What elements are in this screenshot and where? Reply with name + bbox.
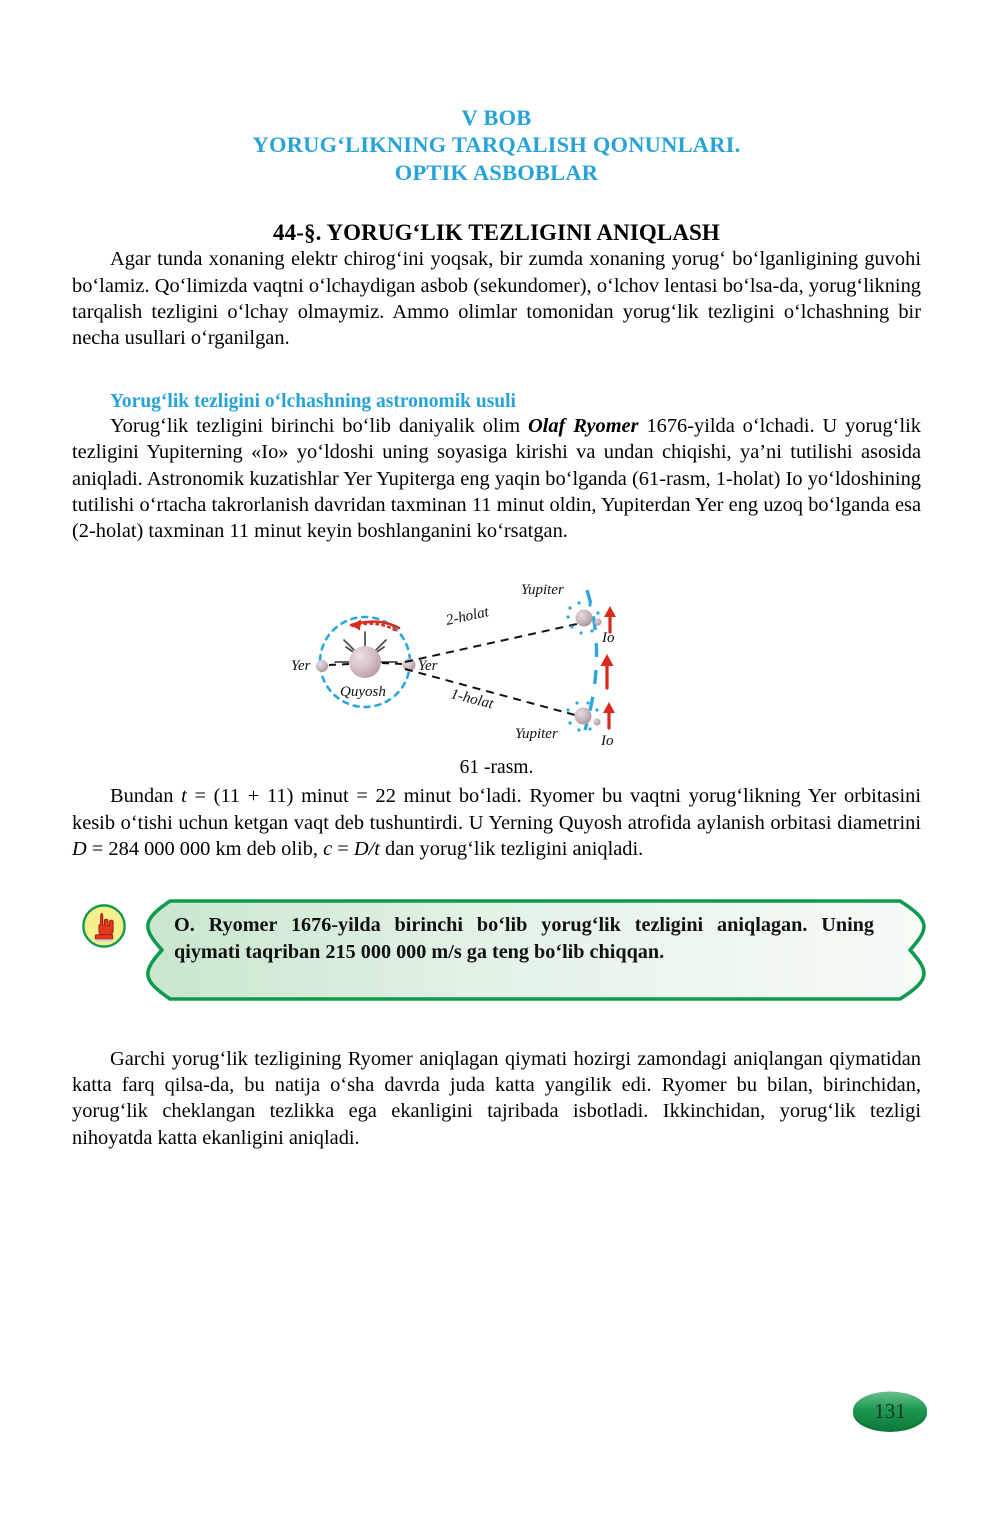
paragraph-after-figure — [72, 783, 921, 862]
after-figure-text-4: = — [332, 837, 354, 860]
io-top-body — [594, 619, 601, 626]
label-earth-left: Yer — [290, 658, 310, 675]
figure-61 — [72, 570, 921, 779]
after-figure-text-2: = (11 + 11) minut = 22 minut bo‘ladi. Ryomer bu vaqtni yorug‘likning Yer orbitasini kesib o‘tishi uchun ketgan vaqt deb tushuntirdi. U Yerning Quyosh atrofida aylanish orbitasi diametrini — [72, 785, 921, 834]
chapter-number: V BOB — [461, 105, 532, 130]
sun-body — [349, 646, 381, 678]
label-io-top: Io — [601, 630, 614, 647]
textbook-page — [0, 104, 993, 1522]
jupiter-bottom-body — [574, 708, 591, 725]
subheading-astronomic-method: Yorug‘lik tezligini o‘lchashning astronomik usuli — [110, 391, 516, 413]
jupiter-top-body — [575, 610, 592, 627]
variable-D: D — [72, 837, 87, 860]
callout-note — [82, 898, 921, 1006]
pointing-hand-icon — [82, 904, 126, 948]
io-top-arrow — [604, 606, 616, 632]
ray-line-position-2 — [405, 624, 577, 662]
roemer-diagram-svg — [287, 570, 707, 755]
after-figure-text-1: Bundan — [110, 785, 182, 808]
chapter-heading — [72, 104, 921, 186]
chapter-title-line-2: OPTIK ASBOBLAR — [394, 159, 599, 185]
page-number-badge — [851, 1390, 929, 1434]
label-position-2: 2-holat — [444, 604, 490, 630]
label-jupiter-bottom: Yupiter — [514, 726, 558, 743]
variable-c: c — [323, 837, 333, 860]
after-figure-text-5: dan yorug‘lik tezligini aniqladi. — [379, 837, 644, 860]
label-position-1: 1-holat — [448, 686, 495, 713]
label-earth-right: Yer — [417, 658, 437, 675]
paragraph-conclusion: Garchi yorug‘lik tezligining Ryomer aniqlagan qiymati hozirgi zamondagi aniqlangan qiymatidan katta farq qilsa-da, bu natija o‘sha davrda juda katta yangilik edi. Ryomer bu bilan, birinchidan, yorug‘lik cheklangan tezlikka ega ekanligini tajribada isbotladi. Ikkinchidan, yorug‘lik tezligi nihoyatda katta ekanligini aniqladi. — [72, 1047, 921, 1149]
io-bottom-body — [593, 719, 600, 726]
jupiter-motion-arrow — [600, 654, 613, 688]
scientist-name: Olaf Ryomer — [527, 415, 639, 438]
paragraph-intro: Agar tunda xonaning elektr chirog‘ini yoqsak, bir zumda xonaning yorug‘ bo‘lganligining guvohi bo‘lamiz. Qo‘limizda vaqtni o‘lchaydigan asbob (sekundomer), o‘lchov lentasi bo‘lsa-da, yorug‘likning tarqalish tezligini o‘lchay olmaymiz. Ammo olimlar tomonidan yorug‘lik tezligini o‘lchashning bir necha usullari o‘rganilgan. — [72, 248, 921, 349]
earth-left-body — [316, 660, 328, 672]
callout-text: O. Ryomer 1676-yilda birinchi bo‘lib yorug‘lik tezligini aniqlagan. Uning qiymati taqriban 215 000 000 m/s ga teng bo‘lib chiqqan. — [174, 913, 874, 963]
label-sun: Quyosh — [339, 684, 386, 701]
astronomy-text-part-1: Yorug‘lik tezligini birinchi bo‘lib daniyalik olim — [110, 415, 528, 438]
page-number-value: 131 — [874, 1398, 906, 1423]
chapter-title-line-1: YORUG‘LIKNING TARQALISH QONUNLARI. — [252, 132, 741, 158]
variable-D-over-t: D/t — [353, 837, 380, 860]
orbit-direction-arrow — [349, 620, 399, 631]
label-jupiter-top: Yupiter — [520, 582, 564, 599]
variable-t: t — [181, 785, 187, 808]
io-bottom-arrow — [603, 702, 615, 728]
figure-caption: 61 -rasm. — [459, 757, 534, 779]
section-title: 44-§. YORUG‘LIK TEZLIGINI ANIQLASH — [273, 220, 720, 246]
after-figure-text-3: = 284 000 000 km deb olib, — [86, 837, 324, 860]
paragraph-astronomic-method — [72, 413, 921, 544]
astronomy-text-part-2: 1676-yilda o‘lchadi. U yorug‘lik tezligini Yupiterning «Io» yo‘ldoshi uning soyasiga kirishi va undan chiqishi, ya’ni tutilishi asosida aniqladi. Astronomik kuzatishlar Yer Yupiterga eng yaqin bo‘lganda (61-rasm, 1-holat) Io yo‘ldoshining tutilishi o‘rtacha takrorlanish davridan taxminan 11 minut oldin, Yupiterdan Yer eng uzoq bo‘lganda esa (2-holat) taxminan 11 minut keyin boshlanganini ko‘rsatgan. — [72, 415, 921, 543]
label-io-bottom: Io — [600, 733, 613, 750]
